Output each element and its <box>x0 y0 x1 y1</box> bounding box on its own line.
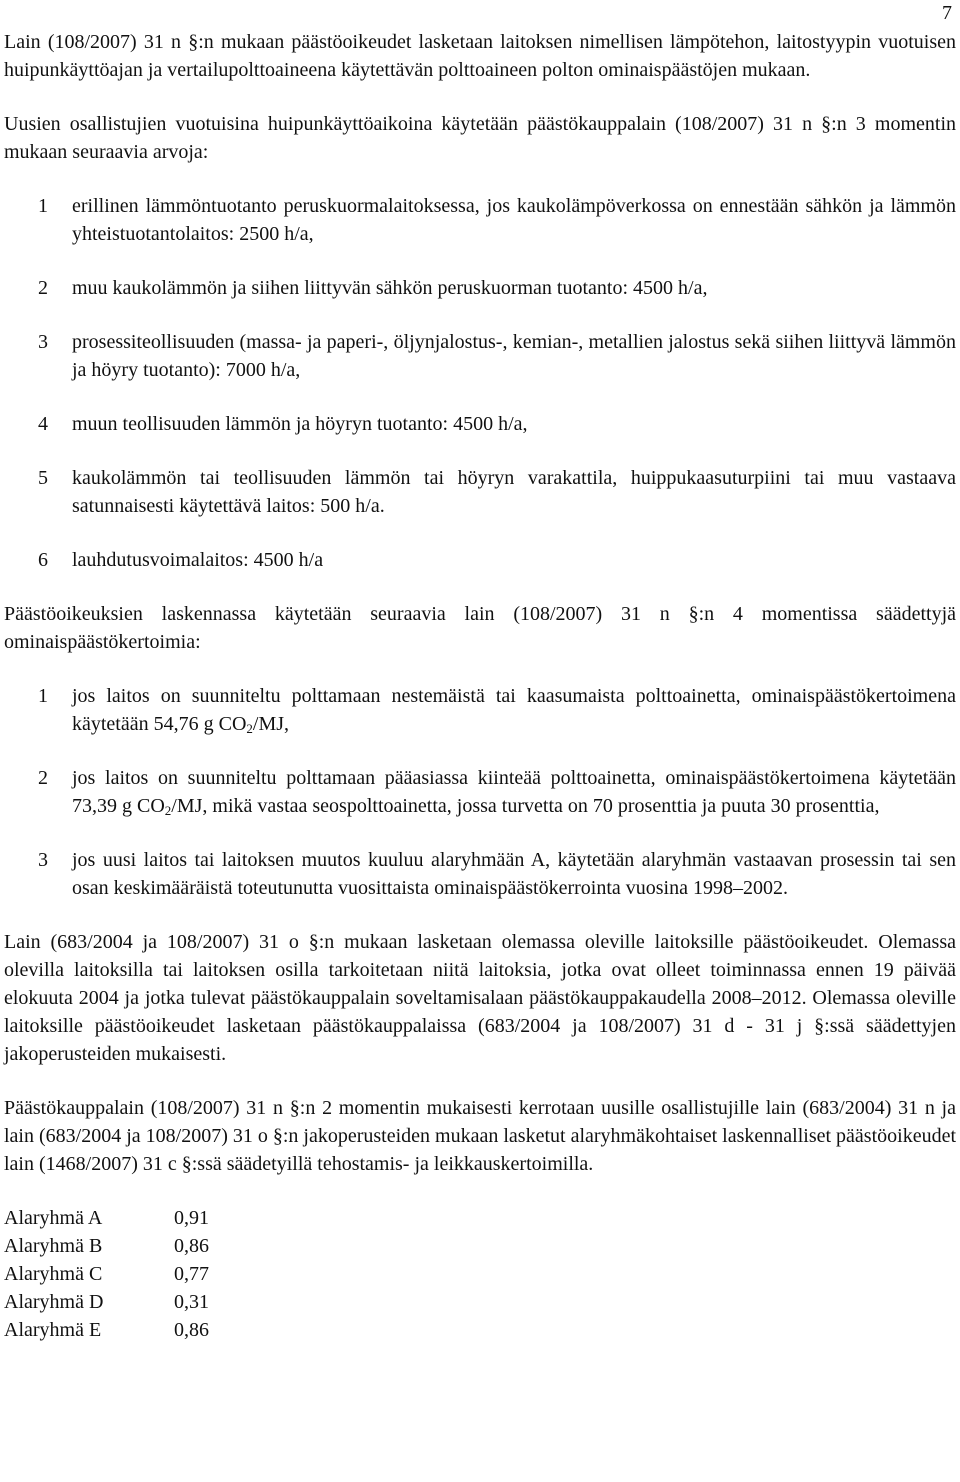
list-item-text <box>72 764 956 820</box>
list-item-number: 5 <box>38 467 48 489</box>
list-item-number: 3 <box>38 331 48 353</box>
group-value: 0,77 <box>174 1263 209 1285</box>
list-item-text: muun teollisuuden lämmön ja höyryn tuotanto: 4500 h/a, <box>72 413 528 435</box>
list-item <box>4 274 956 302</box>
emission-factor-list <box>4 682 956 902</box>
list-item-number: 4 <box>38 413 48 435</box>
group-name: Alaryhmä D <box>4 1291 104 1313</box>
list-item-text: lauhdutusvoimalaitos: 4500 h/a <box>72 549 324 571</box>
list-item-number: 2 <box>38 767 48 789</box>
coefficient-table <box>4 1204 209 1344</box>
list-item-text: kaukolämmön tai teollisuuden lämmön tai höyryn varakattila, huippukaasuturpiini tai muu vastaava satunnaisesti käytettävä laitos: 500 h/a. <box>72 467 956 517</box>
list-item-number: 2 <box>38 277 48 299</box>
paragraph-emission-factors: Päästöoikeuksien laskennassa käytetään seuraavia lain (108/2007) 31 n §:n 4 momentissa säädettyjä ominaispäästökertoimia: <box>4 603 956 653</box>
subscript: 2 <box>164 803 172 818</box>
group-value: 0,86 <box>174 1319 209 1341</box>
group-name: Alaryhmä E <box>4 1319 102 1341</box>
list-item-text: jos uusi laitos tai laitoksen muutos kuuluu alaryhmään A, käytetään alaryhmän vastaavan prosessin tai sen osan keskimääräistä toteutunutta vuosittaista ominaispäästökerrointa vuosina 1998–2002. <box>72 849 956 899</box>
list-item <box>4 328 956 384</box>
list-item-number: 1 <box>38 195 48 217</box>
list-item <box>4 846 956 902</box>
group-name: Alaryhmä B <box>4 1235 103 1257</box>
list-item <box>4 192 956 248</box>
group-value: 0,91 <box>174 1207 209 1229</box>
list-item-text-end: /MJ, mikä vastaa seospolttoainetta, jossa turvetta on 70 prosenttia ja puuta 30 prosenttia, <box>171 795 880 817</box>
paragraph-intro: Lain (108/2007) 31 n §:n mukaan päästöoikeudet lasketaan laitoksen nimellisen lämpötehon, laitostyypin vuotuisen huipunkäyttöajan ja vertailupolttoaineena käytettävän polttoaineen polton ominaispäästöjen mukaan. <box>4 31 956 81</box>
document-body <box>4 28 956 1344</box>
list-item-text: muu kaukolämmön ja siihen liittyvän sähkön peruskuorman tuotanto: 4500 h/a, <box>72 277 708 299</box>
table-row <box>4 1232 209 1260</box>
list-item-number: 6 <box>38 549 48 571</box>
list-item-text-start: jos laitos on suunniteltu polttamaan nestemäistä tai kaasumaista polttoainetta, ominaispäästökertoimena käytetään 54,76 g CO <box>72 685 956 735</box>
list-item-text-start: jos laitos on suunniteltu polttamaan pääasiassa kiinteää polttoainetta, ominaispäästökertoimena käytetään 73,39 g CO <box>72 767 956 817</box>
paragraph-multipliers: Päästökauppalain (108/2007) 31 n §:n 2 momentin mukaisesti kerrotaan uusille osallistujille lain (683/2004) 31 n ja lain (683/2004 ja 108/2007) 31 o §:n jakoperusteiden mukaan lasketut alaryhmäkohtaiset laskennalliset päästöoikeudet lain (1468/2007) 31 c §:ssä säädetyillä tehostamis- ja leikkauskertoimilla. <box>4 1097 956 1175</box>
table-row <box>4 1260 209 1288</box>
group-name: Alaryhmä C <box>4 1263 103 1285</box>
group-value: 0,31 <box>174 1291 209 1313</box>
group-value: 0,86 <box>174 1235 209 1257</box>
group-name: Alaryhmä A <box>4 1207 103 1229</box>
list-item <box>4 546 956 574</box>
paragraph-peak-usage: Uusien osallistujien vuotuisina huipunkäyttöaikoina käytetään päästökauppalain (108/2007) 31 n §:n 3 momentin mukaan seuraavia arvoja: <box>4 113 956 163</box>
list-item-text <box>72 682 956 738</box>
list-item <box>4 764 956 820</box>
table-row <box>4 1288 209 1316</box>
table-row <box>4 1316 209 1344</box>
list-item-number: 3 <box>38 849 48 871</box>
table-row <box>4 1204 209 1232</box>
subscript: 2 <box>246 721 253 736</box>
list-item <box>4 682 956 738</box>
list-item <box>4 464 956 520</box>
list-item-text: prosessiteollisuuden (massa- ja paperi-, öljynjalostus-, kemian-, metallien jalostus sekä siihen liittyvä lämmön ja höyry tuotanto): 7000 h/a, <box>72 331 956 381</box>
peak-usage-list <box>4 192 956 574</box>
list-item-text-end: /MJ, <box>252 713 290 735</box>
list-item <box>4 410 956 438</box>
page-number: 7 <box>942 2 952 24</box>
paragraph-existing-plants: Lain (683/2004 ja 108/2007) 31 o §:n mukaan lasketaan olemassa oleville laitoksille päästöoikeudet. Olemassa olevilla laitoksilla tai laitoksen osilla tarkoitetaan niitä laitoksia, jotka ovat olleet toiminnassa ennen 19 päivää elokuuta 2004 ja jotka tulevat päästökauppalain soveltamisalaan päästökauppakaudella 2008–2012. Olemassa oleville laitoksille päästöoikeudet lasketaan päästökauppalaissa (683/2004 ja 108/2007) 31 d - 31 j §:ssä säädettyjen jakoperusteiden mukaisesti. <box>4 931 956 1065</box>
list-item-text: erillinen lämmöntuotanto peruskuormalaitoksessa, jos kaukolämpöverkossa on ennestään sähkön ja lämmön yhteistuotantolaitos: 2500 h/a, <box>72 195 956 245</box>
list-item-number: 1 <box>38 685 48 707</box>
